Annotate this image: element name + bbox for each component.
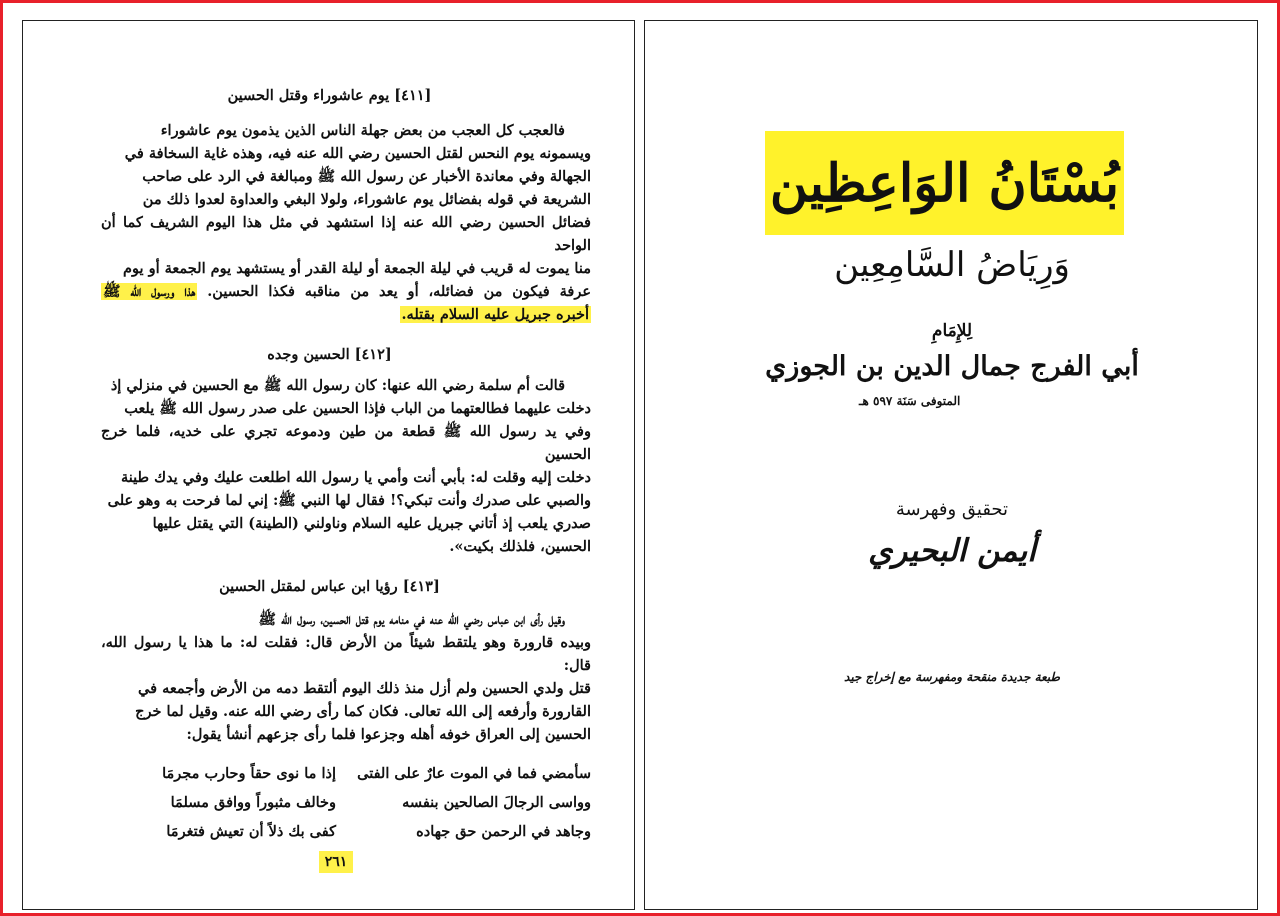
text-line: وفي يد رسول الله ﷺ قطعة من طين ودموعه تجري على خديه، فلما خرج الحسين [101,423,591,463]
section-411-heading: [٤١١] يوم عاشوراء وقتل الحسين [227,87,432,104]
text-line: صدري يلعب إذ أتاني جبريل عليه السلام وناولني (الطينة) التي يقتل عليها [152,515,591,532]
poem-second-hemistich: وخالف مثبوراً ووافق مسلمَا [170,794,336,811]
poem-verse [101,794,591,823]
poem-second-hemistich: كفى بك ذلاً أن تعيش فتغرمَا [166,823,336,840]
poem [101,765,591,852]
poem-first-hemistich: سأمضي فما في الموت عارٌ على الفتى [357,765,591,782]
author-prefix: لِلإِمَامِ [931,321,973,341]
author-death-date: المتوفى سَنَة ٥٩٧ هـ [859,394,961,408]
poem-second-hemistich: إذا ما نوى حقاً وحارب مجرمَا [162,765,336,782]
poem-first-hemistich: وواسى الرجالَ الصالحين بنفسه [402,794,591,811]
text-line: قتل ولدي الحسين ولم أزل منذ ذلك اليوم ألتقط دمه من الأرض وأجمعه في [138,680,591,697]
highlighted-text: هذا ورسول الله ﷺ [103,283,196,300]
section-413-body [101,608,591,746]
text-line [101,280,591,303]
book-subtitle: وَرِيَاضُ السَّامِعِين [834,245,1070,285]
editing-label: تحقيق وفهرسة [895,499,1009,520]
highlighted-text: أخبره جبريل عليه السلام بقتله. [401,306,589,323]
text-line: منا يموت له قريب في ليلة الجمعة أو ليلة القدر أو يستشهد يوم الجمعة أو يوم [123,260,591,277]
section-412-heading: [٤١٢] الحسين وجده [267,346,392,363]
text-line: القارورة وأرفعه إلى الله تعالى. فكان كما رأى رضي الله عنه. وقيل لما خرج [135,703,591,720]
text-line: الشريعة في قوله بفضائل يوم عاشوراء، ولولا البغي والعداوة لعدوا ذلك من [142,191,591,208]
poem-verse [101,823,591,852]
section-412-body [101,374,591,558]
section-411-body [101,119,591,326]
text-line: ويسمونه يوم النحس لقتل الحسين رضي الله عنه فيه، وهذه غاية السخافة في [124,145,591,162]
poem-verse [101,765,591,794]
edition-note: طبعة جديدة منقحة ومفهرسة مع إخراج جيد [844,670,1060,684]
section-413-heading: [٤١٣] رؤيا ابن عباس لمقتل الحسين [219,578,440,595]
page-number: ٢٦١ [319,851,353,873]
text-line: دخلت إليه وقلت له: بأبي أنت وأمي يا رسول الله اطلعت عليك وفي يدك طينة [121,469,591,486]
text-line: دخلت عليهما فطالعتهما من الباب فإذا الحسين على صدر رسول الله ﷺ يلعب [124,400,591,417]
text-line: الحسين إلى العراق خوفه أهله وجزعوا فلما رأى جزعهم أنشأ يقول: [186,726,591,743]
author-name: أبي الفرج جمال الدين بن الجوزي [765,351,1139,382]
text-line: وقيل رأى ابن عباس رضي الله عنه في منامه يوم قتل الحسين، رسول الله ﷺ [258,611,565,628]
text-line: الحسين، فلذلك بكيت». [449,538,591,555]
editor-name: أيمن البحيري [868,533,1036,569]
right-page-title-page [644,20,1258,910]
text-line: فالعجب كل العجب من بعض جهلة الناس الذين يذمون يوم عاشوراء [160,122,565,139]
text-line [101,303,591,326]
text-line: والصبي على صدرك وأنت تبكي؟! فقال لها النبي ﷺ: إني لما فرحت به وهو على [107,492,591,509]
text-line: وبيده قارورة وهو يلتقط شيئاً من الأرض قال: فقلت له: ما هذا يا رسول الله، قال: [101,634,591,674]
text-fragment: عرفة فيكون من فضائله، أو يعد من مناقبه فكذا الحسين. [207,283,591,300]
left-page [22,20,635,910]
text-line: قالت أم سلمة رضي الله عنها: كان رسول الله ﷺ مع الحسين في منزلي إذ [110,377,565,394]
poem-first-hemistich: وجاهد في الرحمن حق جهاده [416,823,591,840]
text-line: فضائل الحسين رضي الله عنه إذا استشهد في مثل هذا اليوم الشريف كما أن الواحد [101,214,591,254]
text-line: الجهالة وفي معاندة الأخبار عن رسول الله ﷺ ومبالغة في الرد على صاحب [142,168,591,185]
book-title: بُسْتَانُ الوَاعِظِين [765,131,1124,235]
